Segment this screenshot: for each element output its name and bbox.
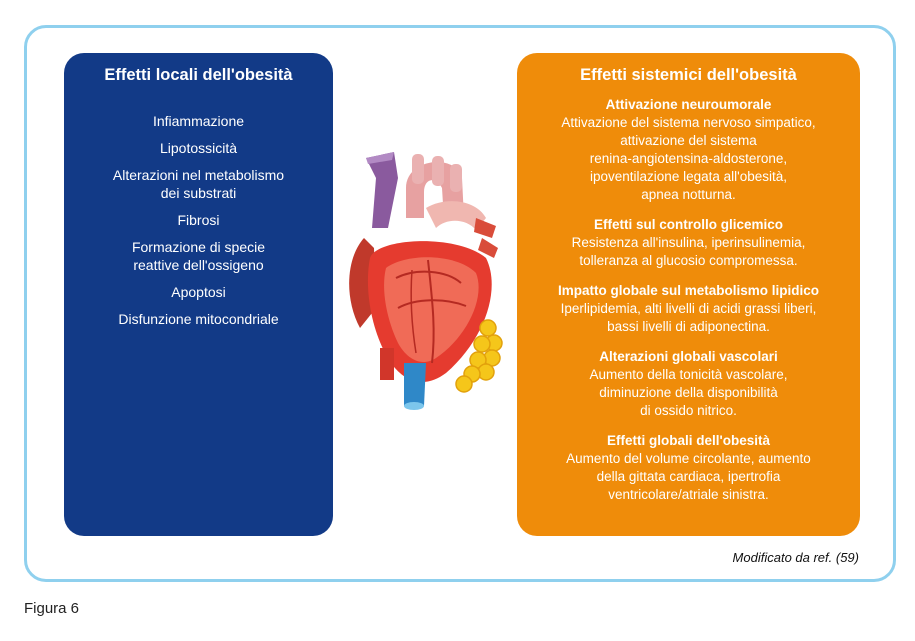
source-caption: Modificato da ref. (59) <box>732 550 859 565</box>
systemic-effect-title: Effetti globali dell'obesità <box>607 433 770 448</box>
systemic-effect-line: Aumento della tonicità vascolare, <box>589 367 788 382</box>
systemic-effect-body <box>527 450 850 504</box>
local-effect-line: Formazione di specie <box>131 239 266 255</box>
systemic-effect-body <box>527 114 850 204</box>
systemic-effect-line: Aumento del volume circolante, aumento <box>566 451 811 466</box>
local-effect-line: Disfunzione mitocondriale <box>118 311 279 327</box>
local-effect-item <box>82 283 315 301</box>
systemic-effect-body <box>527 300 850 336</box>
local-effect-line: reattive dell'ossigeno <box>133 257 264 273</box>
local-effects-list <box>64 112 333 328</box>
figure-label: Figura 6 <box>24 600 80 617</box>
systemic-effect-title: Attivazione neuroumorale <box>605 97 772 112</box>
systemic-effect-line: tolleranza al glucosio compromessa. <box>579 253 798 268</box>
systemic-effects-title: Effetti sistemici dell'obesità <box>580 66 797 84</box>
systemic-effect-line: renina-angiotensina-aldosterone, <box>589 151 788 166</box>
systemic-effects-list <box>517 96 860 504</box>
local-effects-panel <box>64 53 333 536</box>
systemic-effect-line: diminuzione della disponibilità <box>599 385 778 400</box>
systemic-effects-panel <box>517 53 860 536</box>
local-effect-line: Fibrosi <box>177 212 220 228</box>
systemic-effect-group <box>527 96 850 204</box>
systemic-effect-line: bassi livelli di adiponectina. <box>607 319 770 334</box>
local-effect-item <box>82 139 315 157</box>
local-effect-line: Infiammazione <box>152 113 245 129</box>
local-effect-line: Alterazioni nel metabolismo <box>112 167 285 183</box>
systemic-effect-body <box>527 234 850 270</box>
systemic-effect-line: Resistenza all'insulina, iperinsulinemia, <box>571 235 806 250</box>
systemic-effect-group <box>527 216 850 270</box>
systemic-effect-title: Alterazioni globali vascolari <box>599 349 778 364</box>
local-effect-item <box>82 310 315 328</box>
local-effect-item <box>82 211 315 229</box>
systemic-effect-line: di ossido nitrico. <box>640 403 737 418</box>
systemic-effect-line: ventricolare/atriale sinistra. <box>608 487 769 502</box>
heart-with-fat-cells-icon <box>336 148 516 418</box>
systemic-effect-line: attivazione del sistema <box>620 133 757 148</box>
systemic-effect-line: Iperlipidemia, alti livelli di acidi grassi liberi, <box>560 301 817 316</box>
systemic-effect-line: Attivazione del sistema nervoso simpatico, <box>561 115 816 130</box>
systemic-effect-line: apnea notturna. <box>641 187 736 202</box>
local-effect-item <box>82 112 315 130</box>
local-effect-line: Lipotossicità <box>159 140 238 156</box>
local-effect-line: dei substrati <box>160 185 237 201</box>
systemic-effect-title: Impatto globale sul metabolismo lipidico <box>557 283 820 298</box>
systemic-effect-group <box>527 282 850 336</box>
local-effect-line: Apoptosi <box>171 284 226 300</box>
local-effect-item <box>82 238 315 274</box>
local-effect-item <box>82 166 315 202</box>
local-effects-title: Effetti locali dell'obesità <box>104 66 293 84</box>
systemic-effect-group <box>527 432 850 504</box>
systemic-effect-line: ipoventilazione legata all'obesità, <box>590 169 787 184</box>
systemic-effect-group <box>527 348 850 420</box>
systemic-effect-line: della gittata cardiaca, ipertrofia <box>596 469 781 484</box>
systemic-effect-body <box>527 366 850 420</box>
systemic-effect-title: Effetti sul controllo glicemico <box>593 217 784 232</box>
